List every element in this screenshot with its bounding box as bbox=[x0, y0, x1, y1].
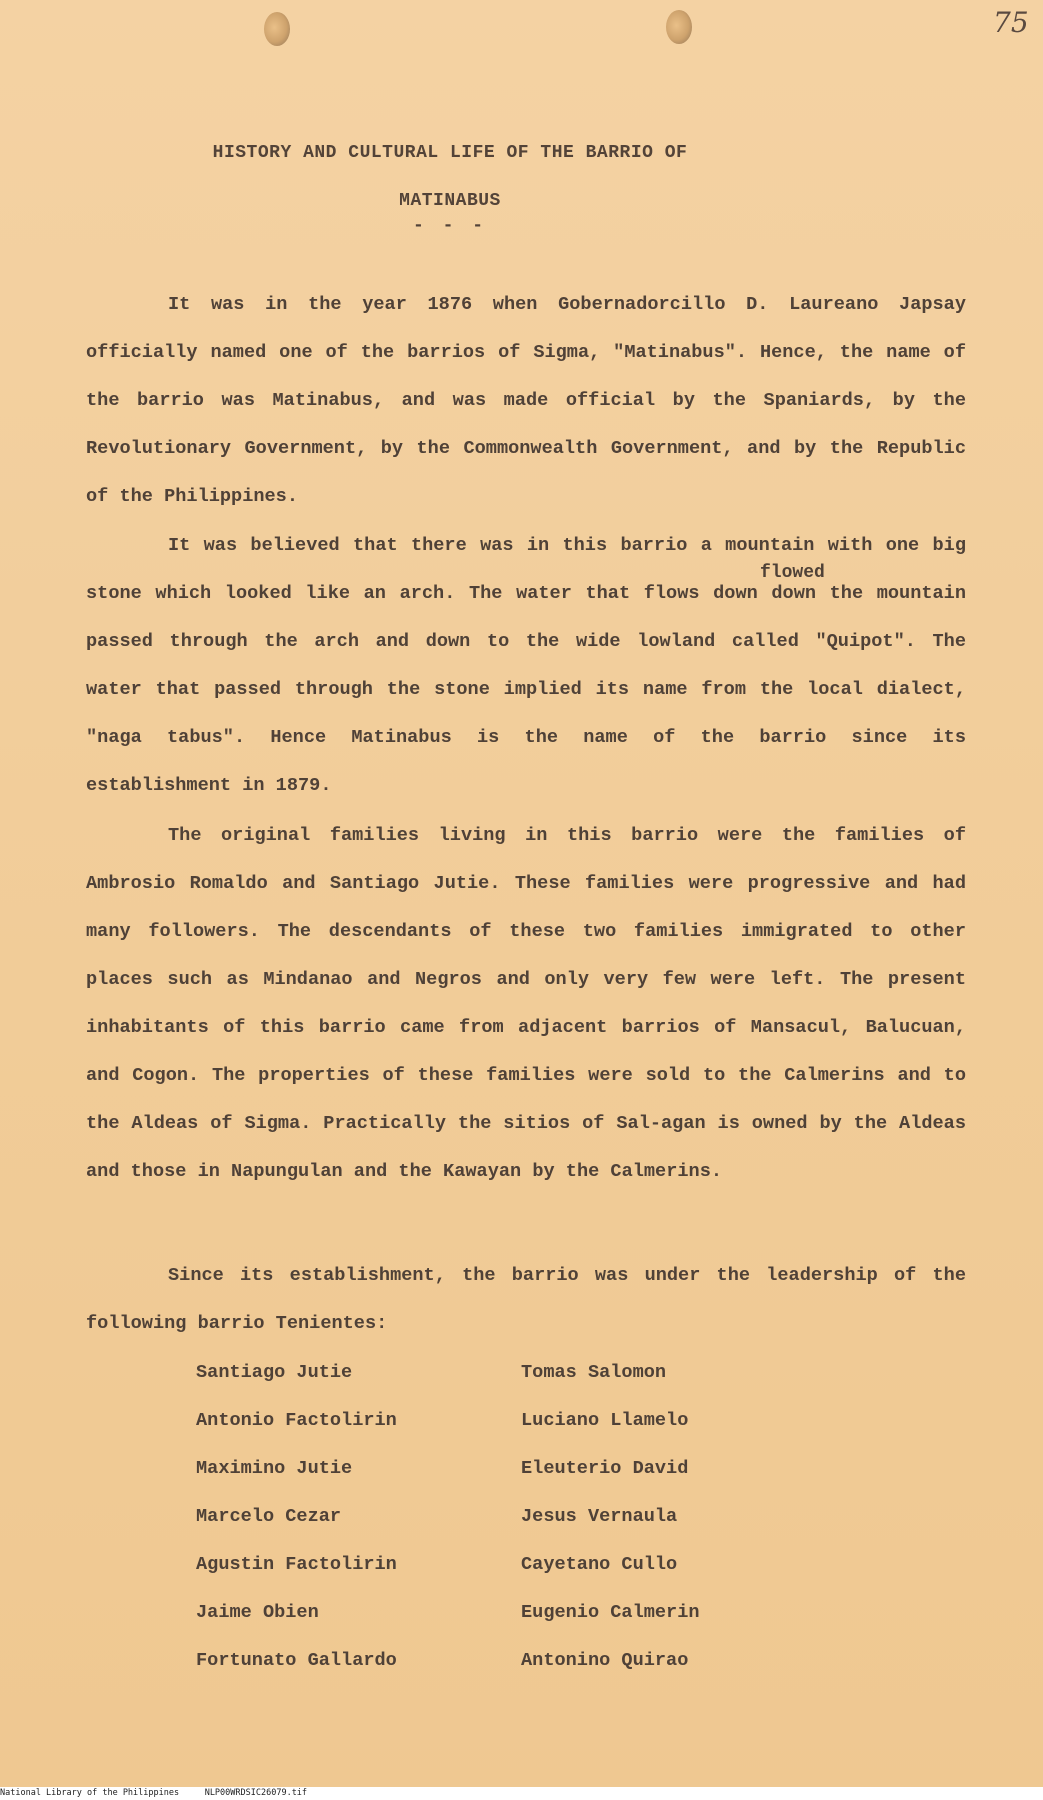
paragraph-original-families: The original families living in this barrio were the families of Ambrosio Romaldo and Santiago Jutie. These families were progressive and had many followers. The descendants of these two families immigrated to other places such as Mindanao and Negros and only very few were left. The present inhabitants of this barrio came from adjacent barrios of Mansacul, Balucuan, and Cogon. The properties of these families were sold to the Calmerins and to the Aldeas of Sigma. Practically the sitios of Sal-agan is owned by the Aldeas and those in Napungulan and the Kawayan by the Calmerins. bbox=[86, 825, 966, 1182]
punch-hole-right bbox=[666, 10, 692, 44]
list-item: Santiago Jutie bbox=[196, 1362, 353, 1383]
tenientes-list bbox=[196, 1349, 756, 1685]
list-item: Jesus Vernaula bbox=[521, 1506, 678, 1527]
document-title: HISTORY AND CULTURAL LIFE OF THE BARRIO OF bbox=[212, 143, 688, 163]
list-item: Eugenio Calmerin bbox=[521, 1602, 700, 1623]
list-item: Maximino Jutie bbox=[196, 1458, 353, 1479]
list-item: Eleuterio David bbox=[521, 1458, 689, 1479]
archive-footer: National Library of the Philippines NLP00WRDSIC26079.tif bbox=[0, 1787, 1043, 1800]
paragraph-origin-of-name: It was believed that there was in this barrio a mountain with one big stone which looked like an arch. The water that flows down down the mountain passed through the arch and down to the wide lowland called "Quipot". The water that passed through the stone implied its name from the local dialect, "naga tabus". Hence Matinabus is the name of the barrio since its establishment in 1879. bbox=[86, 535, 966, 796]
list-item: Jaime Obien bbox=[196, 1602, 319, 1623]
list-item: Cayetano Cullo bbox=[521, 1554, 678, 1575]
list-item: Antonino Quirao bbox=[521, 1650, 689, 1671]
list-item: Luciano Llamelo bbox=[521, 1410, 689, 1431]
paragraph-naming: It was in the year 1876 when Gobernadorcillo D. Laureano Japsay officially named one of the barrios of Sigma, "Matinabus". Hence, the name of the barrio was Matinabus, and was made official by the Spaniards, by the Revolutionary Government, by the Commonwealth Government, and by the Republic of the Philippines. bbox=[86, 294, 966, 507]
list-item: Tomas Salomon bbox=[521, 1362, 667, 1383]
punch-hole-left bbox=[264, 12, 290, 46]
document-subtitle: MATINABUS bbox=[399, 191, 501, 211]
list-item: Marcelo Cezar bbox=[196, 1506, 342, 1527]
list-item: Agustin Factolirin bbox=[196, 1554, 397, 1575]
title-separator: - - - bbox=[412, 216, 487, 236]
interlinear-correction: flowed bbox=[760, 563, 825, 583]
list-item: Antonio Factolirin bbox=[196, 1410, 397, 1431]
handwritten-page-number: 75 bbox=[993, 6, 1029, 39]
paragraph-leadership: Since its establishment, the barrio was under the leadership of the following barrio Tenientes: bbox=[86, 1265, 966, 1334]
list-item: Fortunato Gallardo bbox=[196, 1650, 397, 1671]
